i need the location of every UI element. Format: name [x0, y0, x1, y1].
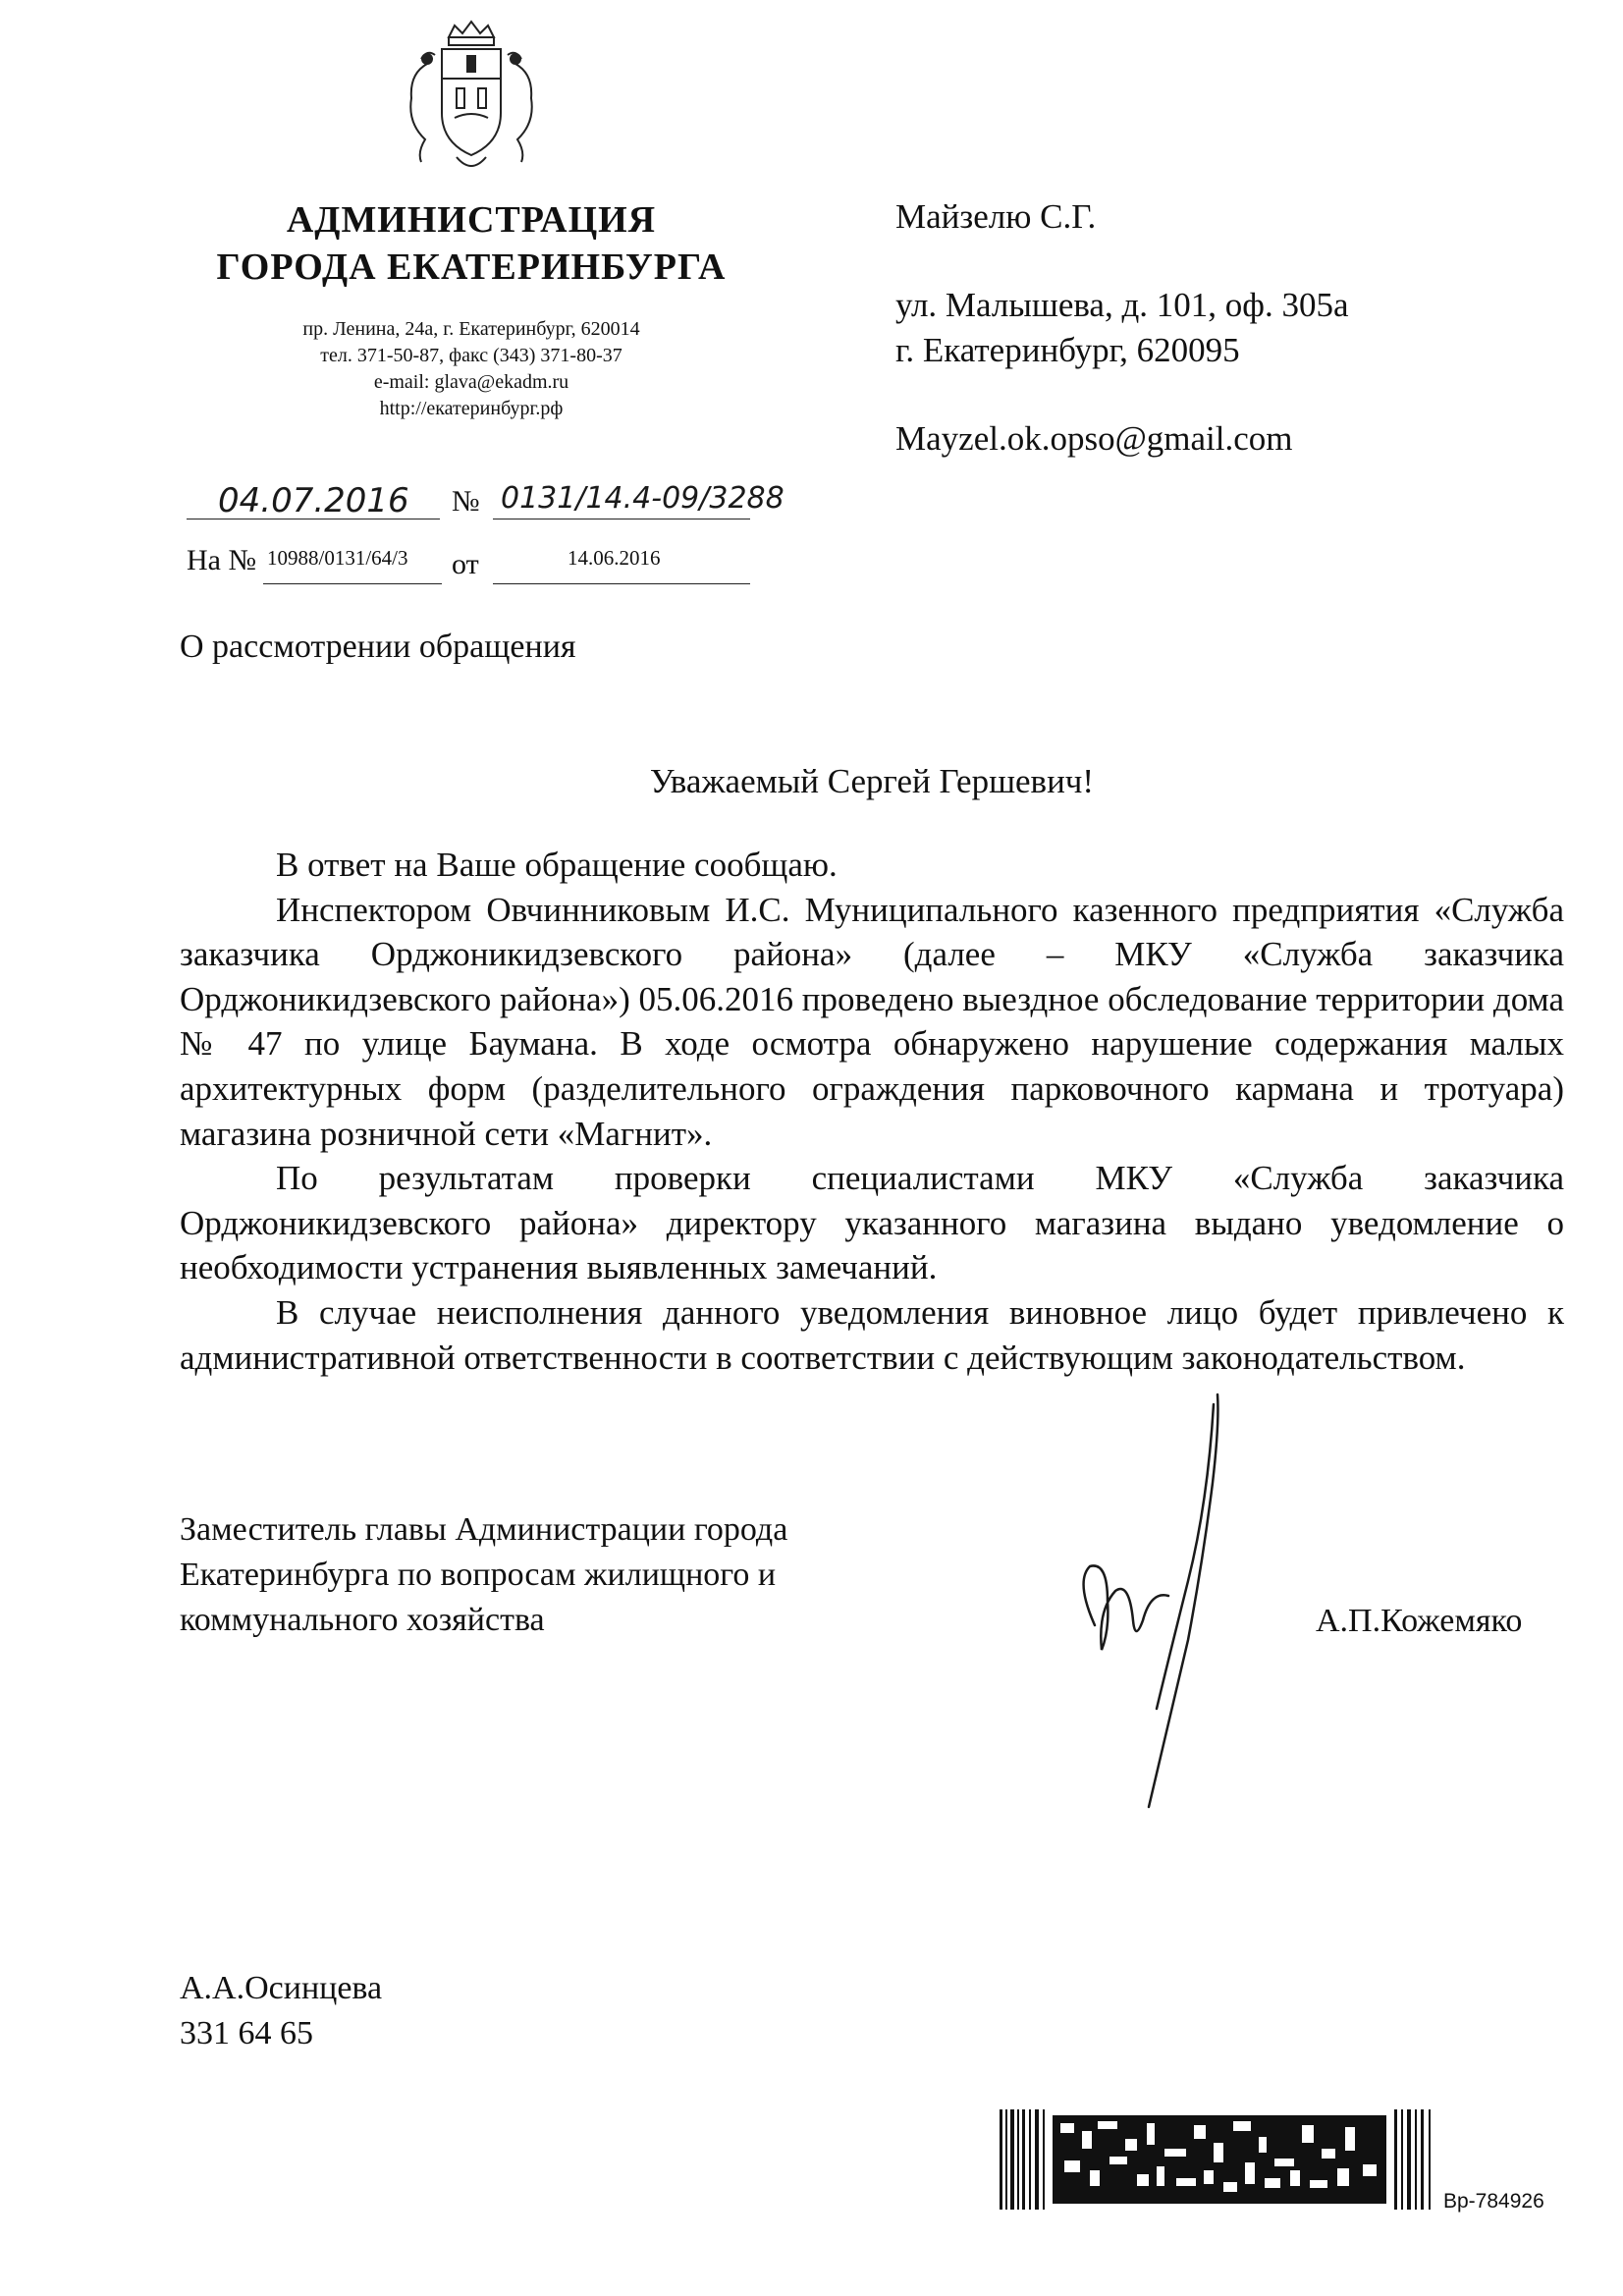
position-line3: коммунального хозяйства: [180, 1602, 545, 1638]
number-label: №: [452, 485, 480, 518]
from-label: от: [452, 548, 479, 580]
organization-contacts: [162, 316, 781, 422]
org-name-line2: ГОРОДА ЕКАТЕРИНБУРГА: [216, 246, 727, 288]
document-barcode: [1000, 2109, 1436, 2210]
org-phone: тел. 371-50-87, факс (343) 371-80-37: [320, 345, 622, 366]
handwritten-signature: [1041, 1385, 1276, 1817]
recipient-city: г. Екатеринбург, 620095: [895, 331, 1240, 369]
outgoing-number: 0131/14.4-09/3288: [501, 481, 784, 516]
position-line1: Заместитель главы Администрации города: [180, 1511, 788, 1548]
letter-subject: О рассмотрении обращения: [180, 629, 576, 665]
recipient-name: Майзелю С.Г.: [895, 197, 1097, 236]
letter-body: [180, 843, 1564, 1380]
executor-name: А.А.Осинцева: [180, 1970, 383, 2006]
barcode-number: Вр-784926: [1443, 2190, 1544, 2213]
coat-of-arms-emblem: [388, 20, 555, 177]
outgoing-date: 04.07.2016: [218, 481, 409, 520]
recipient-street: ул. Малышева, д. 101, оф. 305а: [895, 286, 1349, 324]
org-name-line1: АДМИНИСТРАЦИЯ: [286, 199, 657, 241]
org-email: e-mail: glava@ekadm.ru: [373, 371, 569, 393]
org-website: http://екатеринбург.рф: [379, 398, 564, 419]
executor-info: [180, 1966, 382, 2056]
position-line2: Екатеринбурга по вопросам жилищного и: [180, 1557, 777, 1593]
signatory-position: [180, 1507, 926, 1643]
reference-label: На №: [187, 544, 257, 576]
signatory-name: А.П.Кожемяко: [1316, 1603, 1523, 1639]
org-address: пр. Ленина, 24а, г. Екатеринбург, 620014: [302, 318, 640, 340]
reference-date: 14.06.2016: [568, 546, 661, 570]
greeting: Уважаемый Сергей Гершевич!: [649, 762, 1095, 800]
body-paragraph: В ответ на Ваше обращение сообщаю.: [276, 846, 838, 884]
organization-name: [162, 196, 781, 291]
body-paragraph: Инспектором Овчинниковым И.С. Муниципального казенного предприятия «Служба заказчика Орджоникидзевского района» (далее – МКУ «Служба заказчика Орджоникидзевского района») 05.06.2016 проведено выездное обследование территории дома № 47 по улице Баумана. В ходе осмотра обнаружено нарушение содержания малых архитектурных форм (разделительного ограждения парковочного кармана и тротуара) магазина розничной сети «Магнит».: [180, 890, 1564, 1153]
recipient-email: Mayzel.ok.opso@gmail.com: [895, 419, 1293, 458]
reference-number: 10988/0131/64/3: [267, 546, 408, 570]
executor-phone: 331 64 65: [180, 2015, 313, 2051]
body-paragraph: По результатам проверки специалистами МКУ «Служба заказчика Орджоникидзевского района» директору указанного магазина выдано уведомление о необходимости устранения выявленных замечаний.: [180, 1159, 1564, 1287]
body-paragraph: В случае неисполнения данного уведомления виновное лицо будет привлечено к административной ответственности в соответствии с действующим законодательством.: [180, 1292, 1564, 1377]
